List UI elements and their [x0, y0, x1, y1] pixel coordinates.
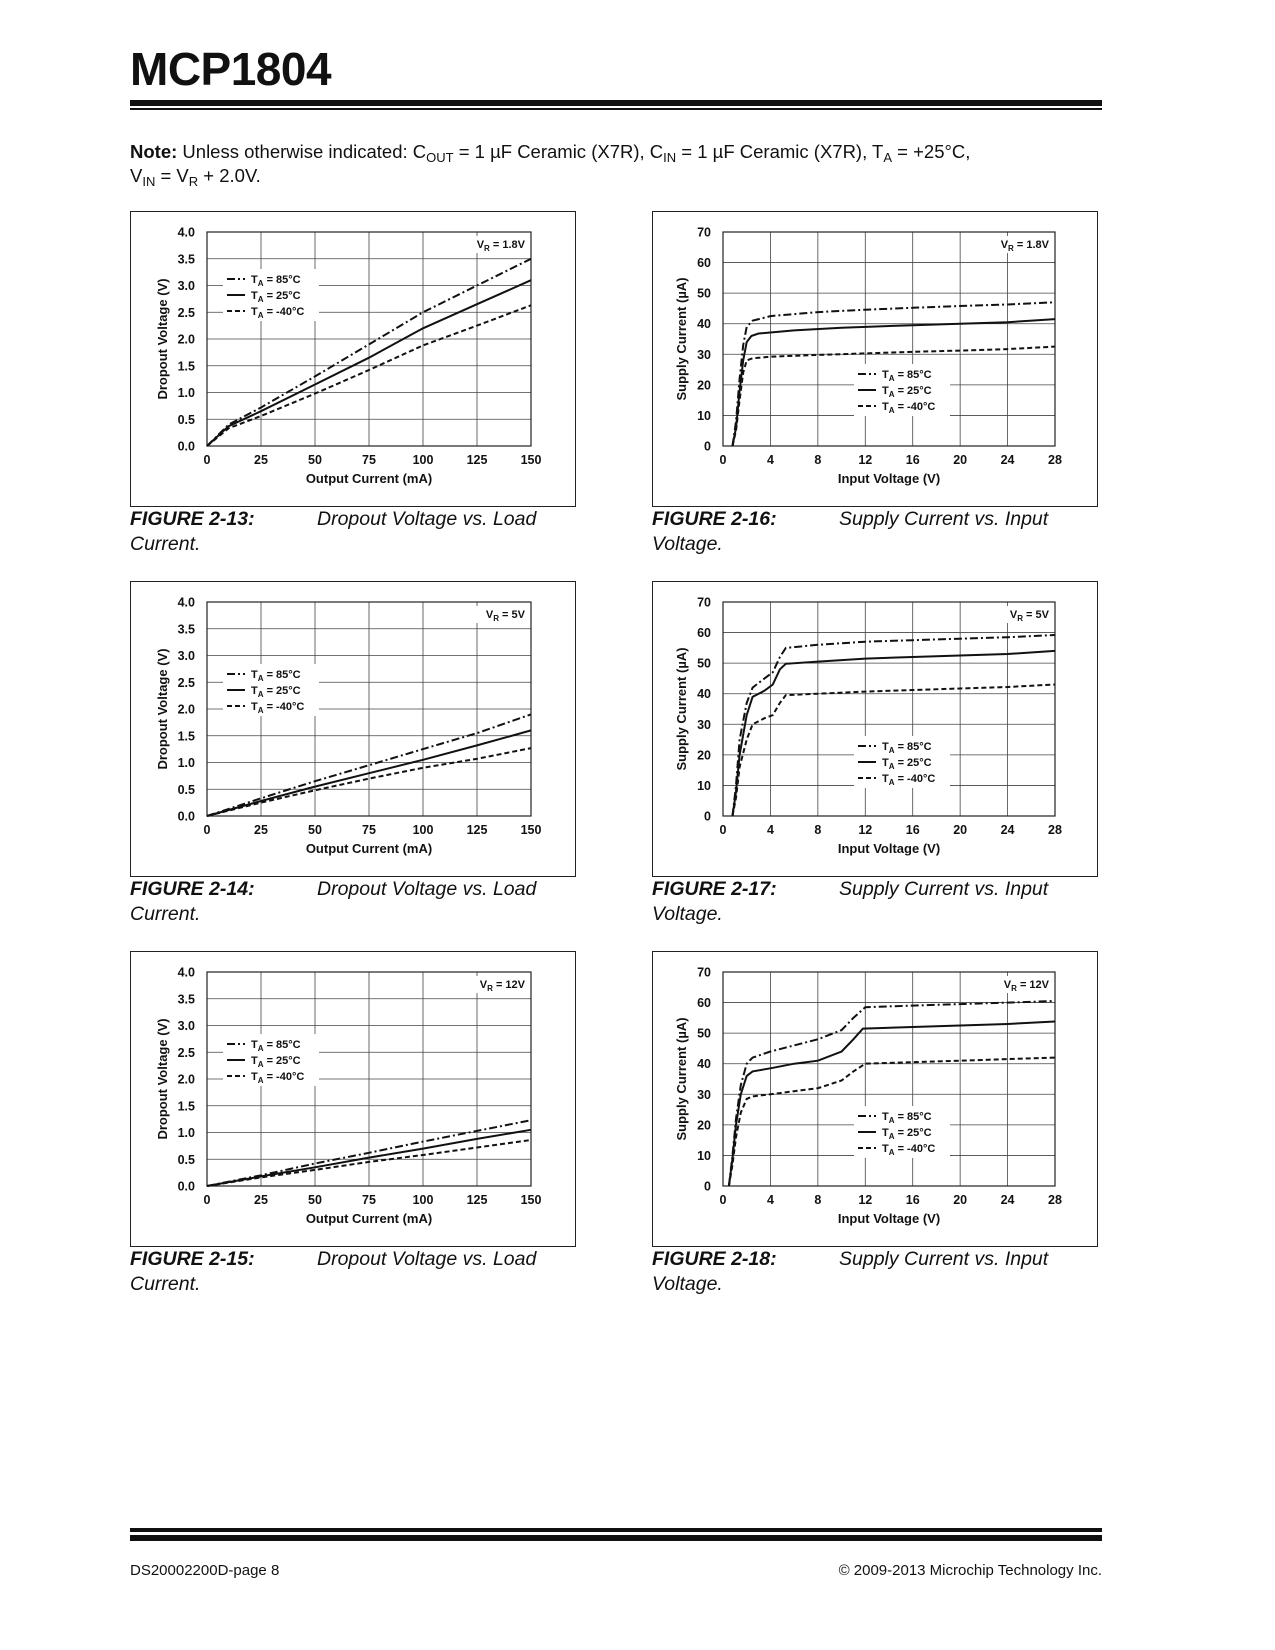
y-tick-label: 2.5 — [177, 675, 195, 690]
y-tick-label: 3.5 — [177, 622, 195, 637]
x-tick-label: 4 — [766, 1193, 774, 1207]
chart-panel-fig-2-16 — [652, 211, 1098, 507]
legend-entry: $T_A = -40^\circ C$ — [251, 701, 305, 715]
document-title: MCP1804 — [130, 43, 332, 95]
figure-number: FIGURE 2-18: — [652, 1248, 777, 1270]
legend-entry: $T_A = 25^\circ C$ — [882, 1127, 932, 1141]
x-axis-label: Input Voltage (V) — [837, 1211, 941, 1226]
y-tick-label: 3.0 — [177, 279, 195, 293]
x-tick-label: 100 — [412, 1193, 434, 1207]
series-line-85c — [733, 635, 1056, 816]
y-tick-label: 30 — [697, 717, 711, 732]
y-tick-label: 3.5 — [177, 992, 195, 1007]
x-tick-label: 75 — [362, 1193, 376, 1207]
legend-entry: $T_A = 85^\circ C$ — [251, 1039, 301, 1053]
y-tick-label: 50 — [697, 1026, 711, 1041]
note-vin-mid: = V — [155, 165, 189, 186]
x-tick-label: 0 — [719, 1193, 727, 1207]
figure-title: Dropout Voltage vs. Load — [317, 1248, 537, 1270]
x-tick-label: 100 — [412, 823, 434, 837]
y-tick-label: 0 — [704, 439, 711, 454]
condition-label: $V_R = 5V$ — [1009, 609, 1049, 623]
figure-title-cont: Voltage. — [652, 1273, 723, 1295]
header-rule-thin — [130, 108, 1102, 110]
y-tick-label: 20 — [697, 378, 711, 393]
x-tick-label: 75 — [362, 823, 376, 837]
y-tick-label: 1.5 — [177, 729, 195, 744]
figure-title: Supply Current vs. Input — [839, 878, 1049, 900]
x-tick-label: 24 — [1000, 1193, 1015, 1207]
figure-title: Dropout Voltage vs. Load — [317, 508, 537, 530]
x-tick-label: 0 — [203, 823, 211, 837]
y-tick-label: 2.5 — [177, 305, 195, 320]
x-tick-label: 20 — [953, 823, 968, 837]
x-axis-label: Output Current (mA) — [305, 471, 433, 486]
y-tick-label: 10 — [697, 408, 711, 423]
x-axis-label: Output Current (mA) — [305, 841, 433, 856]
x-tick-label: 50 — [308, 823, 322, 837]
chart-panel-fig-2-17 — [652, 581, 1098, 877]
figure-title-cont: Current. — [130, 1273, 201, 1295]
note-ta-val: = +25°C, — [892, 141, 971, 162]
condition-label: $V_R = 1.8V$ — [476, 239, 525, 253]
condition-label: $V_R = 5V$ — [485, 609, 525, 623]
footer-copyright: © 2009-2013 Microchip Technology Inc. — [838, 1562, 1102, 1579]
y-tick-label: 1.0 — [177, 386, 195, 400]
y-tick-label: 0 — [704, 1179, 711, 1194]
x-tick-label: 12 — [858, 453, 873, 467]
legend-entry: $T_A = 85^\circ C$ — [251, 274, 301, 288]
footer-page-id: DS20002200D-page 8 — [130, 1562, 280, 1579]
figure-number: FIGURE 2-17: — [652, 878, 777, 900]
y-tick-label: 60 — [697, 996, 711, 1011]
note-ta-sub: A — [883, 150, 893, 165]
condition-label: $V_R = 1.8V$ — [1000, 239, 1049, 253]
x-tick-label: 16 — [905, 453, 920, 467]
note-cin-sub: IN — [663, 150, 677, 165]
x-tick-label: 150 — [520, 1193, 542, 1207]
y-tick-label: 40 — [697, 317, 711, 332]
footer-rule-thin — [130, 1535, 1102, 1541]
y-tick-label: 10 — [697, 1148, 711, 1163]
chart-svg — [653, 582, 1097, 876]
chart-panel-fig-2-15 — [130, 951, 576, 1247]
figure-number: FIGURE 2-16: — [652, 508, 777, 530]
x-tick-label: 28 — [1048, 823, 1062, 837]
y-axis-label: Dropout Voltage (V) — [155, 1018, 170, 1140]
y-axis-label: Dropout Voltage (V) — [155, 648, 170, 770]
y-tick-label: 20 — [697, 1118, 711, 1133]
legend-entry: $T_A = 85^\circ C$ — [882, 1111, 932, 1125]
note-vin-sub: IN — [142, 174, 156, 189]
y-axis-label: Supply Current (µA) — [674, 1017, 689, 1141]
figure-caption — [652, 877, 1082, 927]
chart-panel-fig-2-14 — [130, 581, 576, 877]
y-tick-label: 40 — [697, 1057, 711, 1072]
legend-entry: $T_A = 85^\circ C$ — [882, 369, 932, 383]
x-tick-label: 125 — [466, 823, 488, 837]
chart-svg — [653, 952, 1097, 1246]
x-tick-label: 12 — [858, 823, 873, 837]
x-tick-label: 0 — [203, 453, 211, 467]
x-tick-label: 20 — [953, 1193, 968, 1207]
figure-title-cont: Current. — [130, 903, 201, 925]
legend-entry: $T_A = -40^\circ C$ — [882, 401, 936, 415]
legend-entry: $T_A = 85^\circ C$ — [882, 741, 932, 755]
y-tick-label: 3.0 — [177, 649, 195, 663]
chart-panel-fig-2-18 — [652, 951, 1098, 1247]
x-tick-label: 16 — [905, 823, 920, 837]
x-tick-label: 24 — [1000, 823, 1015, 837]
legend-entry: $T_A = 85^\circ C$ — [251, 669, 301, 683]
x-tick-label: 0 — [719, 823, 727, 837]
note-prefix: Unless otherwise indicated: C — [182, 141, 427, 162]
note-vin-pre: V — [130, 165, 143, 186]
x-tick-label: 75 — [362, 453, 376, 467]
x-axis-label: Input Voltage (V) — [837, 841, 941, 856]
y-tick-label: 3.0 — [177, 1019, 195, 1033]
y-tick-label: 2.5 — [177, 1045, 195, 1060]
y-tick-label: 70 — [697, 595, 711, 610]
y-tick-label: 50 — [697, 656, 711, 671]
y-axis-label: Supply Current (µA) — [674, 647, 689, 771]
condition-label: $V_R = 12V$ — [1003, 979, 1049, 993]
y-tick-label: 70 — [697, 225, 711, 240]
figure-number: FIGURE 2-13: — [130, 508, 255, 530]
x-tick-label: 24 — [1000, 453, 1015, 467]
x-tick-label: 150 — [520, 823, 542, 837]
figure-title-cont: Current. — [130, 533, 201, 555]
y-tick-label: 60 — [697, 626, 711, 641]
series-line-25c — [733, 651, 1056, 816]
y-tick-label: 70 — [697, 965, 711, 980]
y-tick-label: 1.5 — [177, 359, 195, 374]
test-conditions-note — [130, 140, 1102, 188]
legend-entry: $T_A = 25^\circ C$ — [882, 757, 932, 771]
y-tick-label: 3.5 — [177, 252, 195, 267]
legend-entry: $T_A = 25^\circ C$ — [251, 1055, 301, 1069]
y-axis-label: Dropout Voltage (V) — [155, 278, 170, 400]
x-tick-label: 25 — [254, 823, 268, 837]
y-tick-label: 0.5 — [177, 412, 195, 427]
x-tick-label: 4 — [766, 453, 774, 467]
figure-caption — [130, 507, 560, 557]
footer-rule-thick — [130, 1528, 1102, 1532]
y-tick-label: 2.0 — [177, 1072, 195, 1087]
series-line-25c — [729, 1022, 1055, 1187]
chart-panel-fig-2-13 — [130, 211, 576, 507]
figure-caption — [130, 1247, 560, 1297]
legend-entry: $T_A = 25^\circ C$ — [251, 290, 301, 304]
y-tick-label: 0.5 — [177, 782, 195, 797]
y-tick-label: 60 — [697, 256, 711, 271]
x-tick-label: 125 — [466, 453, 488, 467]
figure-title: Dropout Voltage vs. Load — [317, 878, 537, 900]
y-tick-label: 4.0 — [177, 595, 195, 610]
y-tick-label: 1.5 — [177, 1099, 195, 1114]
legend-entry: $T_A = -40^\circ C$ — [251, 306, 305, 320]
y-tick-label: 2.0 — [177, 702, 195, 717]
note-vin-end: + 2.0V. — [198, 165, 261, 186]
chart-svg — [653, 212, 1097, 506]
x-tick-label: 8 — [814, 1193, 822, 1207]
figure-caption — [652, 1247, 1082, 1297]
x-tick-label: 12 — [858, 1193, 873, 1207]
legend-entry: $T_A = 25^\circ C$ — [882, 385, 932, 399]
legend-entry: $T_A = 25^\circ C$ — [251, 685, 301, 699]
note-label: Note: — [130, 141, 178, 162]
chart-svg — [131, 212, 575, 506]
x-tick-label: 50 — [308, 453, 322, 467]
x-tick-label: 100 — [412, 453, 434, 467]
legend-entry: $T_A = -40^\circ C$ — [882, 773, 936, 787]
y-tick-label: 1.0 — [177, 756, 195, 770]
x-tick-label: 25 — [254, 453, 268, 467]
y-tick-label: 30 — [697, 1087, 711, 1102]
x-tick-label: 125 — [466, 1193, 488, 1207]
x-axis-label: Input Voltage (V) — [837, 471, 941, 486]
y-tick-label: 2.0 — [177, 332, 195, 347]
note-vr-sub: R — [188, 174, 199, 189]
figure-title: Supply Current vs. Input — [839, 508, 1049, 530]
y-tick-label: 0.0 — [177, 1179, 195, 1194]
y-tick-label: 0 — [704, 809, 711, 824]
x-tick-label: 50 — [308, 1193, 322, 1207]
header-rule-thick — [130, 100, 1102, 106]
note-cin-val: = 1 µF Ceramic (X7R), T — [676, 141, 884, 162]
x-tick-label: 4 — [766, 823, 774, 837]
y-tick-label: 10 — [697, 778, 711, 793]
y-tick-label: 50 — [697, 286, 711, 301]
x-tick-label: 8 — [814, 823, 822, 837]
x-tick-label: 20 — [953, 453, 968, 467]
x-tick-label: 16 — [905, 1193, 920, 1207]
x-tick-label: 8 — [814, 453, 822, 467]
figure-title-cont: Voltage. — [652, 903, 723, 925]
y-tick-label: 1.0 — [177, 1126, 195, 1140]
y-tick-label: 20 — [697, 748, 711, 763]
chart-svg — [131, 582, 575, 876]
x-tick-label: 0 — [203, 1193, 211, 1207]
x-tick-label: 28 — [1048, 453, 1062, 467]
y-tick-label: 4.0 — [177, 225, 195, 240]
legend-entry: $T_A = -40^\circ C$ — [882, 1143, 936, 1157]
y-axis-label: Supply Current (µA) — [674, 277, 689, 401]
chart-svg — [131, 952, 575, 1246]
figure-title: Supply Current vs. Input — [839, 1248, 1049, 1270]
figure-number: FIGURE 2-15: — [130, 1248, 255, 1270]
y-tick-label: 0.0 — [177, 809, 195, 824]
y-tick-label: 40 — [697, 687, 711, 702]
y-tick-label: 0.0 — [177, 439, 195, 454]
y-tick-label: 0.5 — [177, 1152, 195, 1167]
condition-label: $V_R = 12V$ — [479, 979, 525, 993]
x-tick-label: 28 — [1048, 1193, 1062, 1207]
x-axis-label: Output Current (mA) — [305, 1211, 433, 1226]
figure-title-cont: Voltage. — [652, 533, 723, 555]
x-tick-label: 0 — [719, 453, 727, 467]
x-tick-label: 25 — [254, 1193, 268, 1207]
note-cout-val: = 1 µF Ceramic (X7R), C — [453, 141, 664, 162]
figure-caption — [652, 507, 1082, 557]
figure-caption — [130, 877, 560, 927]
y-tick-label: 30 — [697, 347, 711, 362]
legend-entry: $T_A = -40^\circ C$ — [251, 1071, 305, 1085]
y-tick-label: 4.0 — [177, 965, 195, 980]
figure-number: FIGURE 2-14: — [130, 878, 255, 900]
note-cout-sub: OUT — [426, 150, 454, 165]
x-tick-label: 150 — [520, 453, 542, 467]
